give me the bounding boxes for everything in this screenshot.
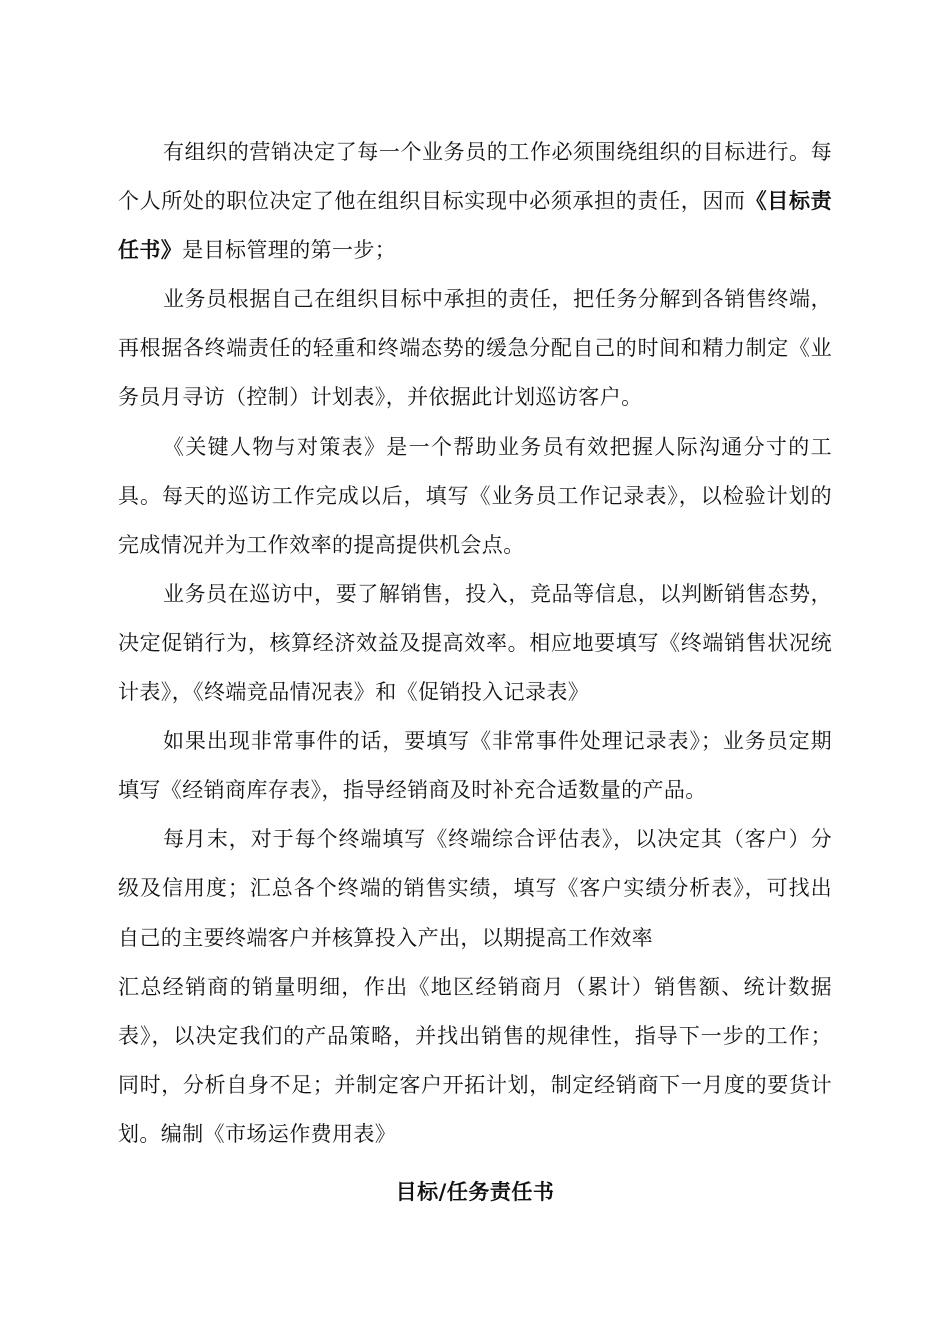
section-heading: 目标/任务责任书	[395, 1180, 555, 1204]
paragraph-7: 汇总经销商的销量明细，作出《地区经销商月（累计）销售额、统计数据表》，以决定我们的产品策略，并找出销售的规律性，指导下一步的工作；同时，分析自身不足；并制定客户开拓计划，制定经销商下一月度的要货计划。编制《市场运作费用表》	[118, 974, 832, 1146]
target-responsibility-title: 《目标责任书》	[118, 189, 832, 263]
paragraph-1-tail: 是目标管理的第一步；	[182, 238, 397, 263]
paragraph-2: 业务员根据自己在组织目标中承担的责任，把任务分解到各销售终端，再根据各终端责任的轻重和终端态势的缓急分配自己的时间和精力制定《业务员月寻访（控制）计划表》，并依据此计划巡访客户。	[118, 287, 832, 410]
paragraph-1-lead: 有组织的营销决定了每一个业务员的工作必须围绕组织的目标进行。每个人所处的职位决定了他在组织目标实现中必须承担的责任，因而	[118, 140, 832, 214]
body-text	[118, 128, 832, 1159]
paragraph-4: 业务员在巡访中，要了解销售，投入，竞品等信息，以判断销售态势，决定促销行为，核算经济效益及提高效率。相应地要填写《终端销售状况统计表》，《终端竞品情况表》和《促销投入记录表》	[118, 581, 832, 705]
paragraph-1	[118, 128, 832, 275]
paragraph-5: 如果出现非常事件的话，要填写《非常事件处理记录表》；业务员定期填写《经销商库存表》，指导经销商及时补充合适数量的产品。	[118, 729, 832, 803]
paragraph-6: 每月末，对于每个终端填写《终端综合评估表》，以决定其（客户）分级及信用度；汇总各个终端的销售实绩，填写《客户实绩分析表》，可找出自己的主要终端客户并核算投入产出，以期提高工作效率	[118, 827, 832, 950]
paragraph-3: 《关键人物与对策表》是一个帮助业务员有效把握人际沟通分寸的工具。每天的巡访工作完成以后，填写《业务员工作记录表》，以检验计划的完成情况并为工作效率的提高提供机会点。	[118, 434, 832, 557]
